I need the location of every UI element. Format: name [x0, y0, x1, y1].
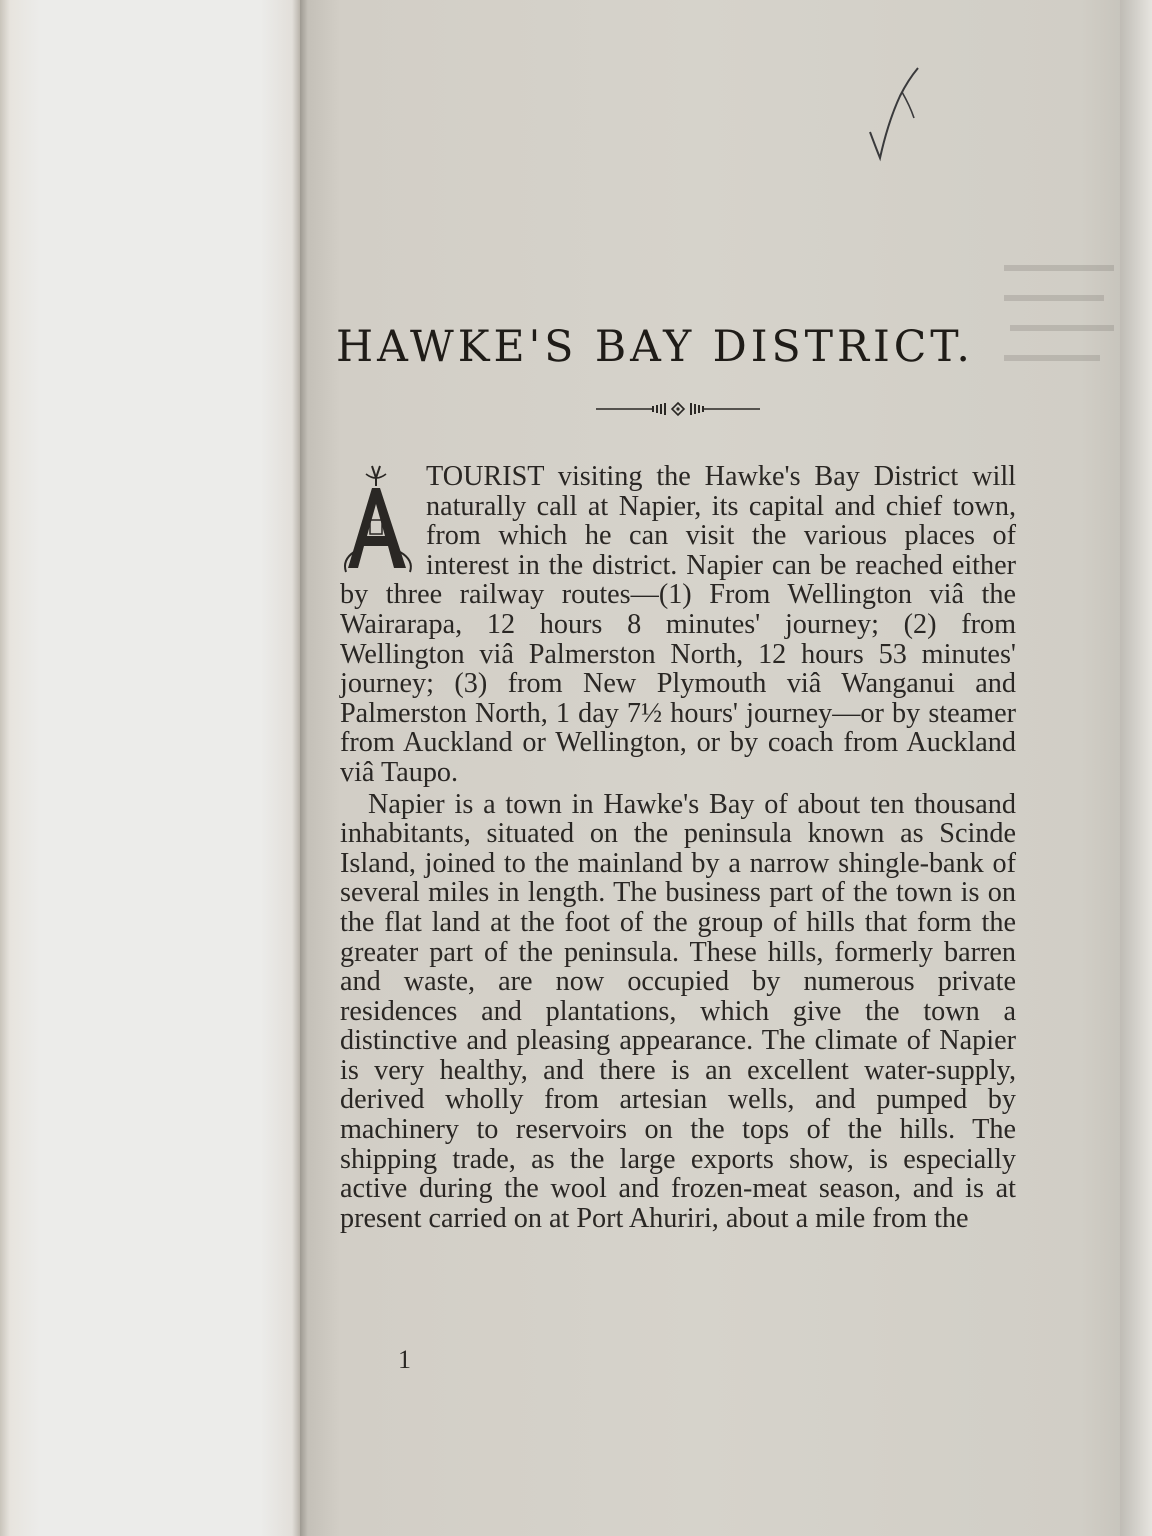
paragraph-1: TOURIST visiting the Hawke's Bay District will naturally call at Napier, its capital and chief town, from which he can visit the various places of interest in the district. Napier can be reached either by three railway routes—(1) From Wellington viâ the Wairarapa, 12 hours 8 minutes' journey; (2) from Wellington viâ Palmerston North, 12 hours 53 minutes' journey; (3) from New Plymouth viâ Wanganui and Palmerston North, 1 day 7½ hours' journey—or by steamer from Auckland or Wellington, or by coach from Auckland viâ Taupo. [340, 461, 1016, 788]
background-surface [1120, 0, 1152, 1536]
facing-blank-page [0, 0, 300, 1536]
paragraph-2: Napier is a town in Hawke's Bay of about ten thousand inhabitants, situated on the peninsula known as Scinde Island, joined to the mainland by a narrow shingle-bank of several miles in length. The business part of the town is on the flat land at the foot of the group of hills that form the greater part of the peninsula. These hills, formerly barren and waste, are now occupied by numerous private residences and plantations, which give the town a distinctive and pleasing appearance. The climate of Napier is very healthy, and there is an excellent water-supply, derived wholly from artesian wells, and pumped by machinery to reservoirs on the tops of the hills. The shipping trade, as the large exports show, is especially active during the wool and frozen-meat season, and is at present carried on at Port Ahuriri, about a mile from the [340, 788, 1016, 1234]
page-title: HAWKE'S BAY DISTRICT. [336, 322, 974, 372]
pencil-tick-mark [862, 62, 932, 162]
ornamental-divider [596, 400, 760, 418]
decorative-drop-cap [340, 464, 418, 576]
page-number: 1 [398, 1345, 411, 1374]
body-text [340, 462, 1016, 1233]
